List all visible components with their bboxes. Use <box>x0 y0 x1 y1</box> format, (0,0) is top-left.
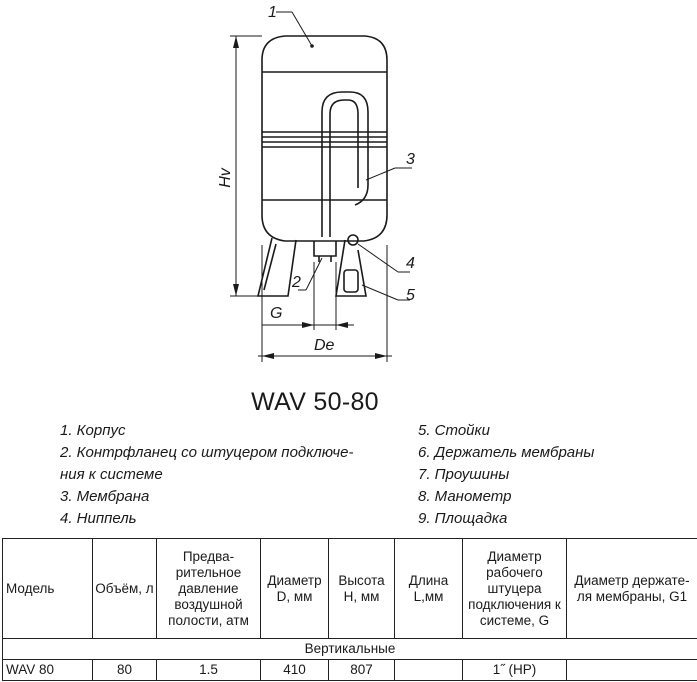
legend-right <box>418 420 688 530</box>
leg-right <box>336 240 366 296</box>
header-pressure: Предва-рительное давление воздушной полости, атм <box>157 539 261 639</box>
dimension-hv: Hv <box>217 168 234 188</box>
cell-pressure: 1.5 <box>157 660 261 681</box>
model-title: WAV 50-80 <box>251 388 379 416</box>
header-diameter: Диаметр D, мм <box>261 539 329 639</box>
legend-item: 6. Держатель мембраны <box>418 444 595 461</box>
table-row <box>3 660 697 681</box>
legend-item: 1. Корпус <box>60 422 126 439</box>
group-label: Вертикальные <box>3 639 697 660</box>
dimension-g: G <box>270 305 283 322</box>
spec-table <box>2 538 697 681</box>
callout-2: 2 <box>292 274 301 291</box>
table-header-row <box>3 539 697 639</box>
nipple <box>348 235 358 245</box>
cell-length <box>395 660 463 681</box>
legend-item: 8. Манометр <box>418 488 512 505</box>
membrane-holder <box>322 92 368 237</box>
dimension-de: De <box>314 337 335 354</box>
header-height: Высота H, мм <box>329 539 395 639</box>
cell-diameter: 410 <box>261 660 329 681</box>
legend-item: 4. Ниппель <box>60 510 137 527</box>
legend-item: 9. Площадка <box>418 510 508 527</box>
header-connection: Диаметр рабочего штуцера подключения к системе, G <box>463 539 567 639</box>
cell-height: 807 <box>329 660 395 681</box>
cell-holder <box>567 660 697 681</box>
callout-3: 3 <box>406 151 415 168</box>
connection-fitting <box>314 241 336 256</box>
header-length: Длина L,мм <box>395 539 463 639</box>
legend-item: ния к системе <box>60 466 163 483</box>
cell-volume: 80 <box>93 660 157 681</box>
legend-item: 3. Мембрана <box>60 488 150 505</box>
legend-item: 2. Контрфланец со штуцером подключе- <box>60 444 354 461</box>
cell-model: WAV 80 <box>3 660 93 681</box>
legend-item: 5. Стойки <box>418 422 490 439</box>
header-model: Модель <box>3 539 93 639</box>
table-group-row <box>3 639 697 660</box>
callout-5: 5 <box>406 287 415 304</box>
legend-item: 7. Проушины <box>418 466 510 483</box>
header-volume: Объём, л <box>93 539 157 639</box>
header-holder: Диаметр держате-ля мембраны, G1 <box>567 539 697 639</box>
leg-left <box>258 238 296 296</box>
cell-connection: 1˝ (НР) <box>463 660 567 681</box>
callout-1: 1 <box>268 4 277 21</box>
legend-left <box>60 420 400 530</box>
callout-4: 4 <box>406 255 415 272</box>
